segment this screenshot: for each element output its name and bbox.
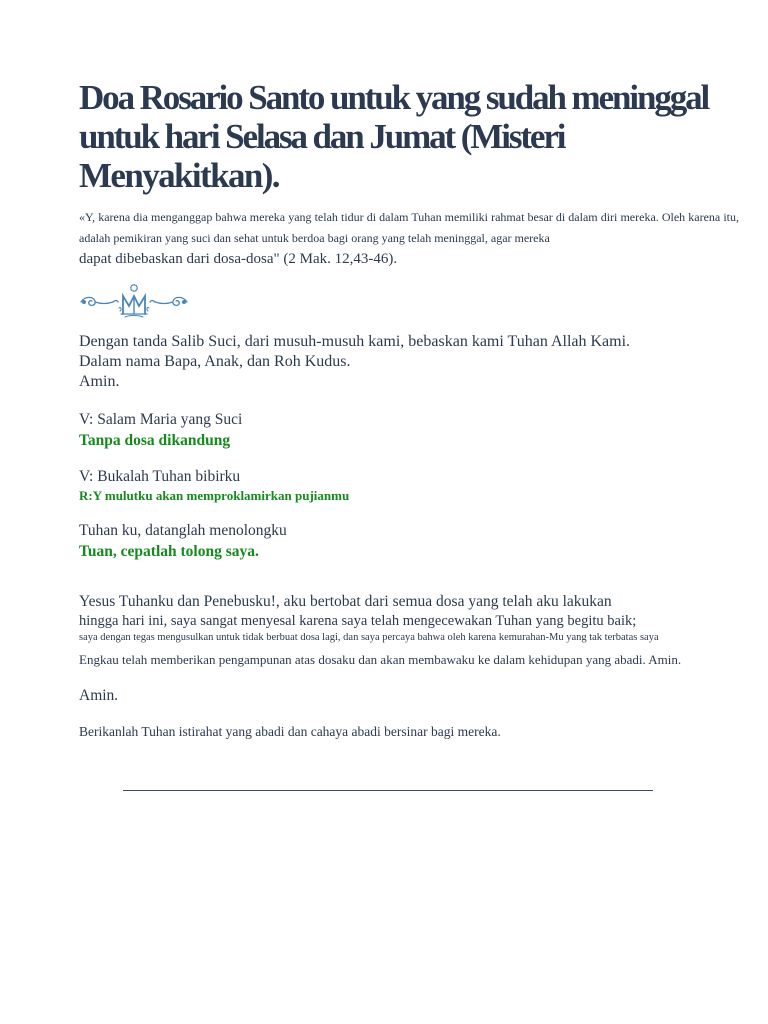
eternal-rest-prayer: Berikanlah Tuhan istirahat yang abadi dan cahaya abadi bersinar bagi mereka.: [79, 724, 501, 739]
versicle-1: [79, 410, 739, 451]
title-line-2: untuk hari Selasa dan Jumat (Misteri: [79, 117, 565, 156]
versicle-2: [79, 467, 739, 505]
section-divider: [123, 790, 653, 791]
opening-prayer: [79, 332, 739, 392]
act-line-4: Engkau telah memberikan pengampunan atas dosaku dan akan membawaku ke dalam kehidupan yang abadi. Amin.: [79, 652, 682, 667]
opening-line-2: Dalam nama Bapa, Anak, dan Roh Kudus.: [79, 353, 351, 370]
marian-monogram-ornament-icon: [79, 284, 189, 320]
amen-line: Amin.: [79, 687, 119, 704]
scripture-quote-text: «Y, karena dia menganggap bahwa mereka yang telah tidur di dalam Tuhan memiliki rahmat besar di dalam diri mereka. Oleh karena itu, adalah pemikiran yang suci dan sehat untuk berdoa bagi orang yang telah meninggal, agar mereka: [79, 210, 739, 245]
versicle-3: [79, 521, 739, 562]
versicle-3-v: Tuhan ku, datanglah menolongku: [79, 522, 287, 539]
versicle-2-v: V: Bukalah Tuhan bibirku: [79, 468, 241, 485]
act-line-2: hingga hari ini, saya sangat menyesal karena saya telah mengecewakan Tuhan yang begitu baik;: [79, 613, 637, 629]
title-line-1: Doa Rosario Santo untuk yang sudah meninggal: [79, 78, 709, 117]
page-title: [79, 78, 739, 195]
scripture-quote-citation: dapat dibebaskan dari dosa-dosa" (2 Mak. 12,43-46).: [79, 251, 398, 267]
scripture-quote: [79, 207, 739, 270]
title-line-3: Menyakitkan).: [79, 156, 279, 195]
versicle-1-response: Tanpa dosa dikandung: [79, 432, 231, 449]
opening-line-1: Dengan tanda Salib Suci, dari musuh-musuh kami, bebaskan kami Tuhan Allah Kami.: [79, 333, 631, 350]
versicle-3-response: Tuan, cepatlah tolong saya.: [79, 543, 259, 560]
versicle-2-response: R:Y mulutku akan memproklamirkan pujianmu: [79, 488, 350, 503]
act-line-3: saya dengan tegas mengusulkan untuk tidak berbuat dosa lagi, dan saya percaya bahwa oleh karena kemurahan-Mu yang tak terbatas saya: [79, 632, 659, 643]
opening-line-3: Amin.: [79, 373, 120, 390]
document-page: [79, 78, 739, 741]
act-line-1: Yesus Tuhanku dan Penebusku!, aku bertobat dari semua dosa yang telah aku lakukan: [79, 593, 612, 610]
versicle-1-v: V: Salam Maria yang Suci: [79, 411, 243, 428]
act-of-contrition: [79, 592, 739, 669]
